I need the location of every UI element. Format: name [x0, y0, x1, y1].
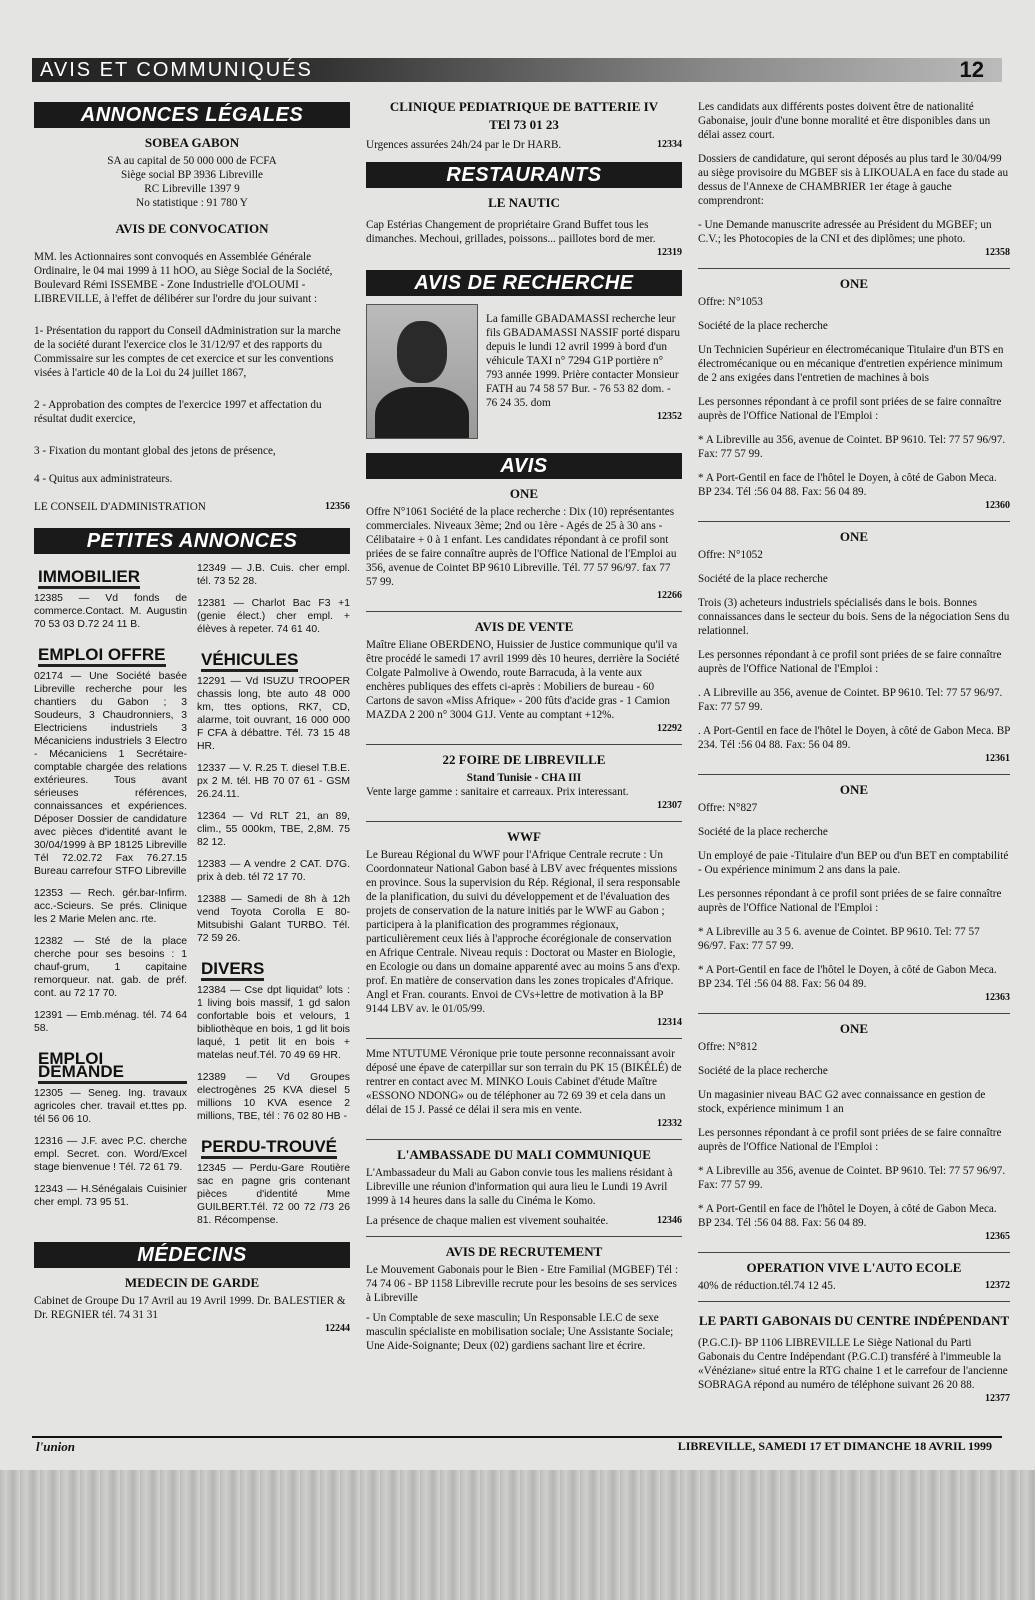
one-4-contact: Les personnes répondant à ce profil sont priées de se faire connaître auprès de l'Office National de l'Emploi : [698, 1127, 1002, 1153]
one-4-ref: 12365 [985, 1231, 1010, 1242]
column-2 [366, 100, 682, 1353]
one-3-title: ONE [839, 782, 869, 797]
vente-title: AVIS DE VENTE [474, 619, 574, 634]
listing-item: 12384 — Cse dpt liquidat° lots : 1 living bois massif, 1 gd salon confortable bois et velours, 1 bibliothèque en bois, 1 gd lit bois laqué, 1 petit lit en bois + matelas neuf.Tél. 70 49 69 HR. [197, 985, 350, 1061]
recrutement-text: Le Mouvement Gabonais pour le Bien - Etre Familial (MGBEF) Tél : 74 74 06 - BP 1158 Libreville recrute pour les besoins de ses services à Libreville [366, 1264, 679, 1304]
issue-date: LIBREVILLE, SAMEDI 17 ET DIMANCHE 18 AVRIL 1999 [677, 1439, 992, 1453]
one-1-profile: Un Technicien Supérieur en électromécanique Titulaire d'un BTS en électromécanique ou en mécanique d'entretien expérience minimum de 2 ans exigées dans l'entretien de machines à bois [698, 344, 1004, 384]
petites-annonces-left [34, 562, 187, 1236]
vente-ref: 12292 [657, 723, 682, 734]
one-1-contact: Les personnes répondant à ce profil sont priées de se faire connaître auprès de l'Office National de l'Emploi : [698, 396, 1002, 422]
one-4-port-gentil: * A Port-Gentil en face de l'hôtel le Doyen, à côté de Gabon Meca. BP 234. Tél :56 04 88. Fax: 56 04 89. [698, 1203, 997, 1229]
wwf-title: WWF [507, 829, 541, 844]
divider [698, 268, 1010, 269]
column-3 [698, 100, 1010, 1406]
company-capital: SA au capital de 50 000 000 de FCFA [107, 155, 277, 167]
foire-sub: Stand Tunisie - CHA III [466, 772, 582, 784]
one-4-soc: Société de la place recherche [698, 1065, 828, 1077]
recherche-text: La famille GBADAMASSI recherche leur fils GBADAMASSI NASSIF porté disparu depuis le lundi 12 avril 1999 à bord d'un véhicule TAXI n° 7294 G1P portière n° 793 année 1999. Prière contacter Monsieur FATH au 74 58 57 Bur. - 76 53 82 dom. - 76 24 35. dom [486, 313, 680, 409]
one-1-port-gentil: * A Port-Gentil en face de l'hôtel le Doyen, à côté de Gabon Meca. BP 234. Tél :56 04 88. Fax: 56 04 89. [698, 472, 997, 498]
petites-annonces-heading: PETITES ANNONCES [34, 528, 350, 554]
listing-item: 12345 — Perdu-Gare Routière sac en pagne gris contenant pièces d'identité Mme GUILBERT.Tél. 72 00 72 /73 26 81. Récompense. [197, 1163, 350, 1226]
ntutume-text: Mme NTUTUME Véronique prie toute personne reconnaissant avoir déposé une épave de caterpillar sur son terrain du PK 15 (BIKÉLÉ) de rentrer en contact avec M. MINKO Louis Cabinet d'étude Maître «ESSONO NDONG» ou de téléphoner au 72 69 39 et cela dans un délai de 15 J. Passé ce délai il sera mis en vente. [366, 1048, 682, 1116]
one-3-port-gentil: * A Port-Gentil en face de l'hôtel le Doyen, à côté de Gabon Meca. BP 234. Tél :56 04 88. Fax: 56 04 89. [698, 964, 997, 990]
one-4-profile: Un magasinier niveau BAC G2 avec connaissance en gestion de stock, expérience minimum 1 an [698, 1089, 986, 1115]
listing-item: 12316 — J.F. avec P.C. cherche empl. Secret. con. Word/Excel stage bienvenue ! Tél. 72 61 79. [34, 1136, 187, 1173]
signature-line [34, 500, 350, 514]
clinique-line [366, 138, 682, 152]
listing-item: 12337 — V. R.25 T. diesel T.B.E. px 2 M. tél. HB 70 07 61 - GSM 26.24.11. [197, 763, 350, 800]
medecin-ref: 12244 [325, 1323, 350, 1334]
clinique-ref: 12334 [657, 139, 682, 150]
one-1-libreville: * A Libreville au 356, avenue de Cointet. BP 9610. Tel: 77 57 96/97. Fax: 77 57 99. [698, 434, 1006, 460]
one-3-ref: 12363 [985, 992, 1010, 1003]
divider [366, 1139, 682, 1140]
recrutement-text-2: - Un Comptable de sexe masculin; Un Responsable I.E.C de sexe masculin spécialiste en mobilisation sociale; Une Assistante Sociale; Une Aide-Soignante; Deux (02) gardiens sachant lire et écrire. [366, 1312, 674, 1352]
divider [366, 1038, 682, 1039]
one-4-libreville: * A Libreville au 356, avenue de Cointet. BP 9610. Tel: 77 57 96/97. Fax: 77 57 99. [698, 1165, 1006, 1191]
company-rc: RC Libreville 1397 9 [144, 183, 240, 195]
one-1-offre: Offre: N°1053 [698, 296, 763, 308]
auto-ecole-title: OPERATION VIVE L'AUTO ECOLE [746, 1260, 962, 1275]
petites-annonces-right [197, 562, 350, 1236]
listing-item: 12388 — Samedi de 8h à 12h vend Toyota Corolla E 80- Mitsubishi Galant TURBO. Tél. 72 59 26. [197, 894, 350, 944]
listing-item: 12382 — Sté de la place cherche pour ses besoins : 1 chauf-grum, 1 capitaine remorqueur. nat. gab. de préf. cont. au 72 17 70. [34, 936, 187, 999]
wwf-ref: 12314 [657, 1017, 682, 1028]
listing-item: 02174 — Une Société basée Libreville recherche pour les chantiers du Gabon ; 3 Soudeurs, 3 Chaudronniers, 3 Electriciens industriels 3 Mécaniciens industriels 3 Electro - Mécaniciens 1 Secrétaire-comptable chargée des relations extérieures. Tous avant sérieuses références, connaissances et expériences. Déposer Dossier de candidature avec pièces d'identité avant le 30/04/1999 à BP 18125 Libreville Tél 72.02.72 Fax 76.27.15 Bureau carrefour STFO Libreville [34, 671, 187, 877]
one-2-title: ONE [839, 529, 869, 544]
one-4-offre: Offre: N°812 [698, 1041, 758, 1053]
foire-ref: 12307 [657, 800, 682, 811]
company-siege: Siège social BP 3936 Libreville [121, 169, 263, 181]
divider [366, 611, 682, 612]
agenda-item-1: 1- Présentation du rapport du Conseil dAdministration sur la marche de la société durant l'exercice clos le 31/12/97 et des rapports du Commissaire sur les comptes de cet exercice et sur les conventions visées à l'article 40 de la Loi du 24 juillet 1867, [34, 325, 341, 379]
signature-ref: 12356 [325, 501, 350, 512]
one-2-contact: Les personnes répondant à ce profil sont priées de se faire connaître auprès de l'Office National de l'Emploi : [698, 649, 1002, 675]
one-2-port-gentil: . A Port-Gentil en face de l'hôtel le Doyen, à côté de Gabon Meca. BP 234. Tél :56 04 88. Fax: 56 04 89. [698, 725, 1010, 751]
mgbef-text-3: - Une Demande manuscrite adressée au Président du MGBEF; un C.V.; les Photocopies de la CNI et des diplômes; une photo. [698, 219, 992, 245]
divider [366, 744, 682, 745]
emploi-offre-label: EMPLOI OFFRE [38, 648, 166, 667]
listing-item: 12391 — Emb.ménag. tél. 74 64 58. [34, 1010, 187, 1034]
mali-ref: 12346 [657, 1215, 682, 1226]
avis-de-recherche-heading: AVIS DE RECHERCHE [366, 270, 682, 296]
one-2-offre: Offre: N°1052 [698, 549, 763, 561]
mgbef-text-1: Les candidats aux différents postes doivent être de nationalité Gabonaise, jouir d'une bonne moralité et être disponibles dans un délai assez court. [698, 101, 991, 141]
newspaper-name: l'union [36, 1439, 76, 1454]
perdu-trouve-label: PERDU-TROUVÉ [201, 1140, 337, 1159]
signature: LE CONSEIL D'ADMINISTRATION [34, 501, 206, 513]
section-title: AVIS ET COMMUNIQUÉS [40, 59, 313, 81]
page-number: 12 [959, 57, 984, 82]
divider [366, 1236, 682, 1237]
mgbef-text-2: Dossiers de candidature, qui seront déposés au plus tard le 30/04/99 au siège provisoire du MGBEF sis à LIKOUALA en face du stade au dessus de l'Annexe de CHAMBRIER 1er étage à gauche comprendront: [698, 153, 1009, 207]
listing-item: 12389 — Vd Groupes electrogènes 25 KVA diesel 5 millions 10 KVA esence 2 millions, TBE, tél : 76 02 80 HB - [197, 1072, 350, 1122]
restaurants-heading: RESTAURANTS [366, 162, 682, 188]
one-3-libreville: * A Libreville au 3 5 6. avenue de Cointet. BP 9610. Tel: 77 57 96/97. Fax: 77 57 99. [698, 926, 980, 952]
one-3-profile: Un employé de paie -Titulaire d'un BEP ou d'un BET en comptabilité - Ou expérience minimum 2 ans dans la paie. [698, 850, 1009, 876]
nautic-title: LE NAUTIC [488, 195, 560, 210]
missing-person-photo [366, 304, 478, 439]
company-name: SOBEA GABON [144, 135, 240, 150]
recrutement-title: AVIS DE RECRUTEMENT [445, 1244, 603, 1259]
listing-item: 12353 — Rech. gér.bar-Infirm. acc.-Scieurs. Se prés. Clinique les 2 Marie Melen anc. rte. [34, 888, 187, 925]
one-2-libreville: . A Libreville au 356, avenue de Cointet. BP 9610. Tel: 77 57 96/97. Fax: 77 57 99. [698, 687, 1003, 713]
nautic-ref: 12319 [657, 247, 682, 258]
one-3-soc: Société de la place recherche [698, 826, 828, 838]
foire-title: 22 FOIRE DE LIBREVILLE [442, 752, 606, 767]
one-2-profile: Trois (3) acheteurs industriels spécialisés dans le bois. Bonnes connaissances dans le secteur du bois. Sens de la négociation Sens du relationnel. [698, 597, 1010, 637]
vente-text: Maître Eliane OBERDENO, Huissier de Justice communique qu'il va être procédé le samedi 17 avril 1999 dès 10 heures, derrière la Société Colgate Palmolive à Owendo, route Barracuda, à la vente aux enchères publiques des effets ci-après : Mobiliers de bureau - 60 Cartons de savon «Miss Afrique» - 200 fûts d'acide gras - 1 Camion MAZDA 2 200 n° 3004 G1J. Vente au comptant +12%. [366, 639, 680, 721]
ntutume-ref: 12332 [657, 1118, 682, 1129]
divider [698, 1301, 1010, 1302]
listing-item: 12364 — Vd RLT 21, an 89, clim., 55 000km, TBE, 2,8M. 75 82 12. [197, 811, 350, 848]
mgbef-ref: 12358 [985, 247, 1010, 258]
page-footer [32, 1436, 1002, 1452]
immobilier-label: IMMOBILIER [38, 570, 140, 589]
listing-item: 12291 — Vd ISUZU TROOPER chassis long, bte auto 48 000 km, ttes options, RK7, CD, alarme, toit ouvrant, 16 000 000 F CFA à débattre. Tél. 73 15 48 HR. [197, 676, 350, 752]
vehicules-label: VÉHICULES [201, 653, 298, 672]
agenda-item-3: 3 - Fixation du montant global des jetons de présence, [34, 445, 276, 457]
petites-annonces-grid [34, 562, 350, 1236]
clinique-text: Urgences assurées 24h/24 par le Dr HARB. [366, 139, 562, 151]
mali-text: L'Ambassadeur du Mali au Gabon convie tous les maliens résidant à Libreville une réunion d'information qui aura lieu le Lundi 19 Avril 1999 à 14 heures dans la salle du Cinéma le Komo. [366, 1167, 673, 1207]
one-1-ref: 12360 [985, 500, 1010, 511]
recherche-ref: 12352 [657, 411, 682, 422]
listing-item: 12349 — J.B. Cuis. cher empl. tél. 73 52 28. [197, 563, 350, 587]
divider [366, 821, 682, 822]
one-4-title: ONE [839, 1021, 869, 1036]
divider [698, 521, 1010, 522]
divers-label: DIVERS [201, 962, 264, 981]
pgci-title: LE PARTI GABONAIS DU CENTRE INDÉPENDANT [698, 1313, 1010, 1328]
one-1-title: ONE [839, 276, 869, 291]
emploi-demande-label: EMPLOI DEMANDE [38, 1052, 187, 1084]
company-statistique: No statistique : 91 780 Y [136, 197, 248, 209]
mali-line [366, 1214, 682, 1228]
auto-ecole-ref: 12372 [985, 1280, 1010, 1291]
section-header-bar [32, 58, 1002, 82]
one-3-contact: Les personnes répondant à ce profil sont priées de se faire connaître auprès de l'Office National de l'Emploi : [698, 888, 1002, 914]
one-text: Offre N°1061 Société de la place recherche : Dix (10) représentantes commerciales. Niveaux 3ème; 2nd ou 1ère - Agés de 25 à 30 ans - Célibataire + 0 à 1 enfant. Les candidates répondant à ce profil sont priées de se faire connaître auprès de l'Office National de l'Emploi au 356, avenue de Cointet BP 9610 Libreville. Tél. 77 57 96/97. fax 77 57 99. [366, 506, 677, 588]
listing-item: 12385 — Vd fonds de commerce.Contact. M. Augustin 70 53 03 D.72 24 11 B. [34, 593, 187, 630]
divider [698, 774, 1010, 775]
annonces-legales-heading: ANNONCES LÉGALES [34, 102, 350, 128]
auto-ecole-text: 40% de réduction.tél.74 12 45. [698, 1280, 836, 1292]
foire-text: Vente large gamme : sanitaire et carreaux. Prix interessant. [366, 786, 629, 798]
divider [698, 1013, 1010, 1014]
avis-heading: AVIS [366, 453, 682, 479]
one-2-soc: Société de la place recherche [698, 573, 828, 585]
listing-item: 12381 — Charlot Bac F3 +1 (genie élect.) cher empl. + élèves à repeter. 74 61 40. [197, 598, 350, 635]
medecin-text: Cabinet de Groupe Du 17 Avril au 19 Avril 1999. Dr. BALESTIER & Dr. REGNIER tél. 74 31 31 [34, 1295, 346, 1321]
listing-item: 12343 — H.Sénégalais Cuisinier cher empl. 73 95 51. [34, 1184, 187, 1208]
wwf-text: Le Bureau Régional du WWF pour l'Afrique Centrale recrute : Un Coordonnateur National Gabon basé à LBV avec fréquentes missions en province. Sous la supervision du Rép. Régional, il sera responsable de la planification, du suivi du développement et de l'évaluation des projets de conservation de la nature initiés par le WWF au Gabon ; participera à la planification des programmes régionaux, particulièrement ceux liés à l'approche écorégionale de conservation en Afrique Centrale. Niveau requis : Doctorat ou Master en Biologie, en Ecologie ou dans un domaine apparenté avec au moins 5 ans d'exp. prof. En matière de conservation dans les zones tropicales d'Afrique. Angl et Fran. courants. Envoi de CVs+lettre de motivation à la BP 9144 LBV av. le 01/05/99. [366, 849, 681, 1015]
column-1 [34, 100, 350, 1336]
photo-body [375, 387, 469, 439]
listing-item: 12383 — A vendre 2 CAT. D7G. prix à deb. tél 72 17 70. [197, 859, 350, 883]
convocation-title: AVIS DE CONVOCATION [115, 221, 269, 236]
one-2-ref: 12361 [985, 753, 1010, 764]
pgci-ref: 12377 [985, 1393, 1010, 1404]
agenda-item-2: 2 - Approbation des comptes de l'exercice 1997 et affectation du résultat dudit exercice, [34, 399, 322, 425]
auto-ecole-line [698, 1279, 1010, 1293]
listing-item: 12305 — Seneg. Ing. travaux agricoles cher. travail et.ttes pp. tél 56 06 10. [34, 1088, 187, 1125]
medecins-heading: MÉDECINS [34, 1242, 350, 1268]
convocation-intro: MM. les Actionnaires sont convoqués en Assemblée Générale Ordinaire, le 04 mai 1999 à 11 hOO, au Siège Social de la Société, Boulevard Rémi ISSEMBE - Zone Industrielle d'OLOUMI - LIBREVILLE, à l'effet de délibérer sur l'ordre du jour suivant : [34, 251, 333, 305]
scan-margin [0, 1470, 1035, 1600]
one-1-soc: Société de la place recherche [698, 320, 828, 332]
recherche-block [366, 304, 682, 443]
mali-text-2: La présence de chaque malien est vivement souhaitée. [366, 1215, 609, 1227]
medecin-title: MEDECIN DE GARDE [124, 1275, 260, 1290]
agenda-item-4: 4 - Quitus aux administrateurs. [34, 473, 173, 485]
one-title: ONE [509, 486, 539, 501]
clinique-title: CLINIQUE PEDIATRIQUE DE BATTERIE IV [389, 99, 659, 114]
one-3-offre: Offre: N°827 [698, 802, 758, 814]
pgci-text: (P.G.C.I)- BP 1106 LIBREVILLE Le Siège National du Parti Gabonais du Centre Indépendant (P.G.C.I) transféré à l'immeuble la «Vénéziane» situé entre la RTG chaine 1 et le carrefour de l'ancienne SOBRAGA répond au numéro de téléphone suivant 26 20 88. [698, 1337, 1008, 1391]
clinique-tel: TEl 73 01 23 [489, 117, 559, 132]
mali-title: L'AMBASSADE DU MALI COMMUNIQUE [397, 1147, 651, 1162]
photo-head [397, 321, 447, 383]
nautic-text: Cap Estérias Changement de propriétaire Grand Buffet tous les dimanches. Mechoui, grillades, poissons... paillotes bord de mer. [366, 219, 656, 245]
one-ref: 12266 [657, 590, 682, 601]
divider [698, 1252, 1010, 1253]
